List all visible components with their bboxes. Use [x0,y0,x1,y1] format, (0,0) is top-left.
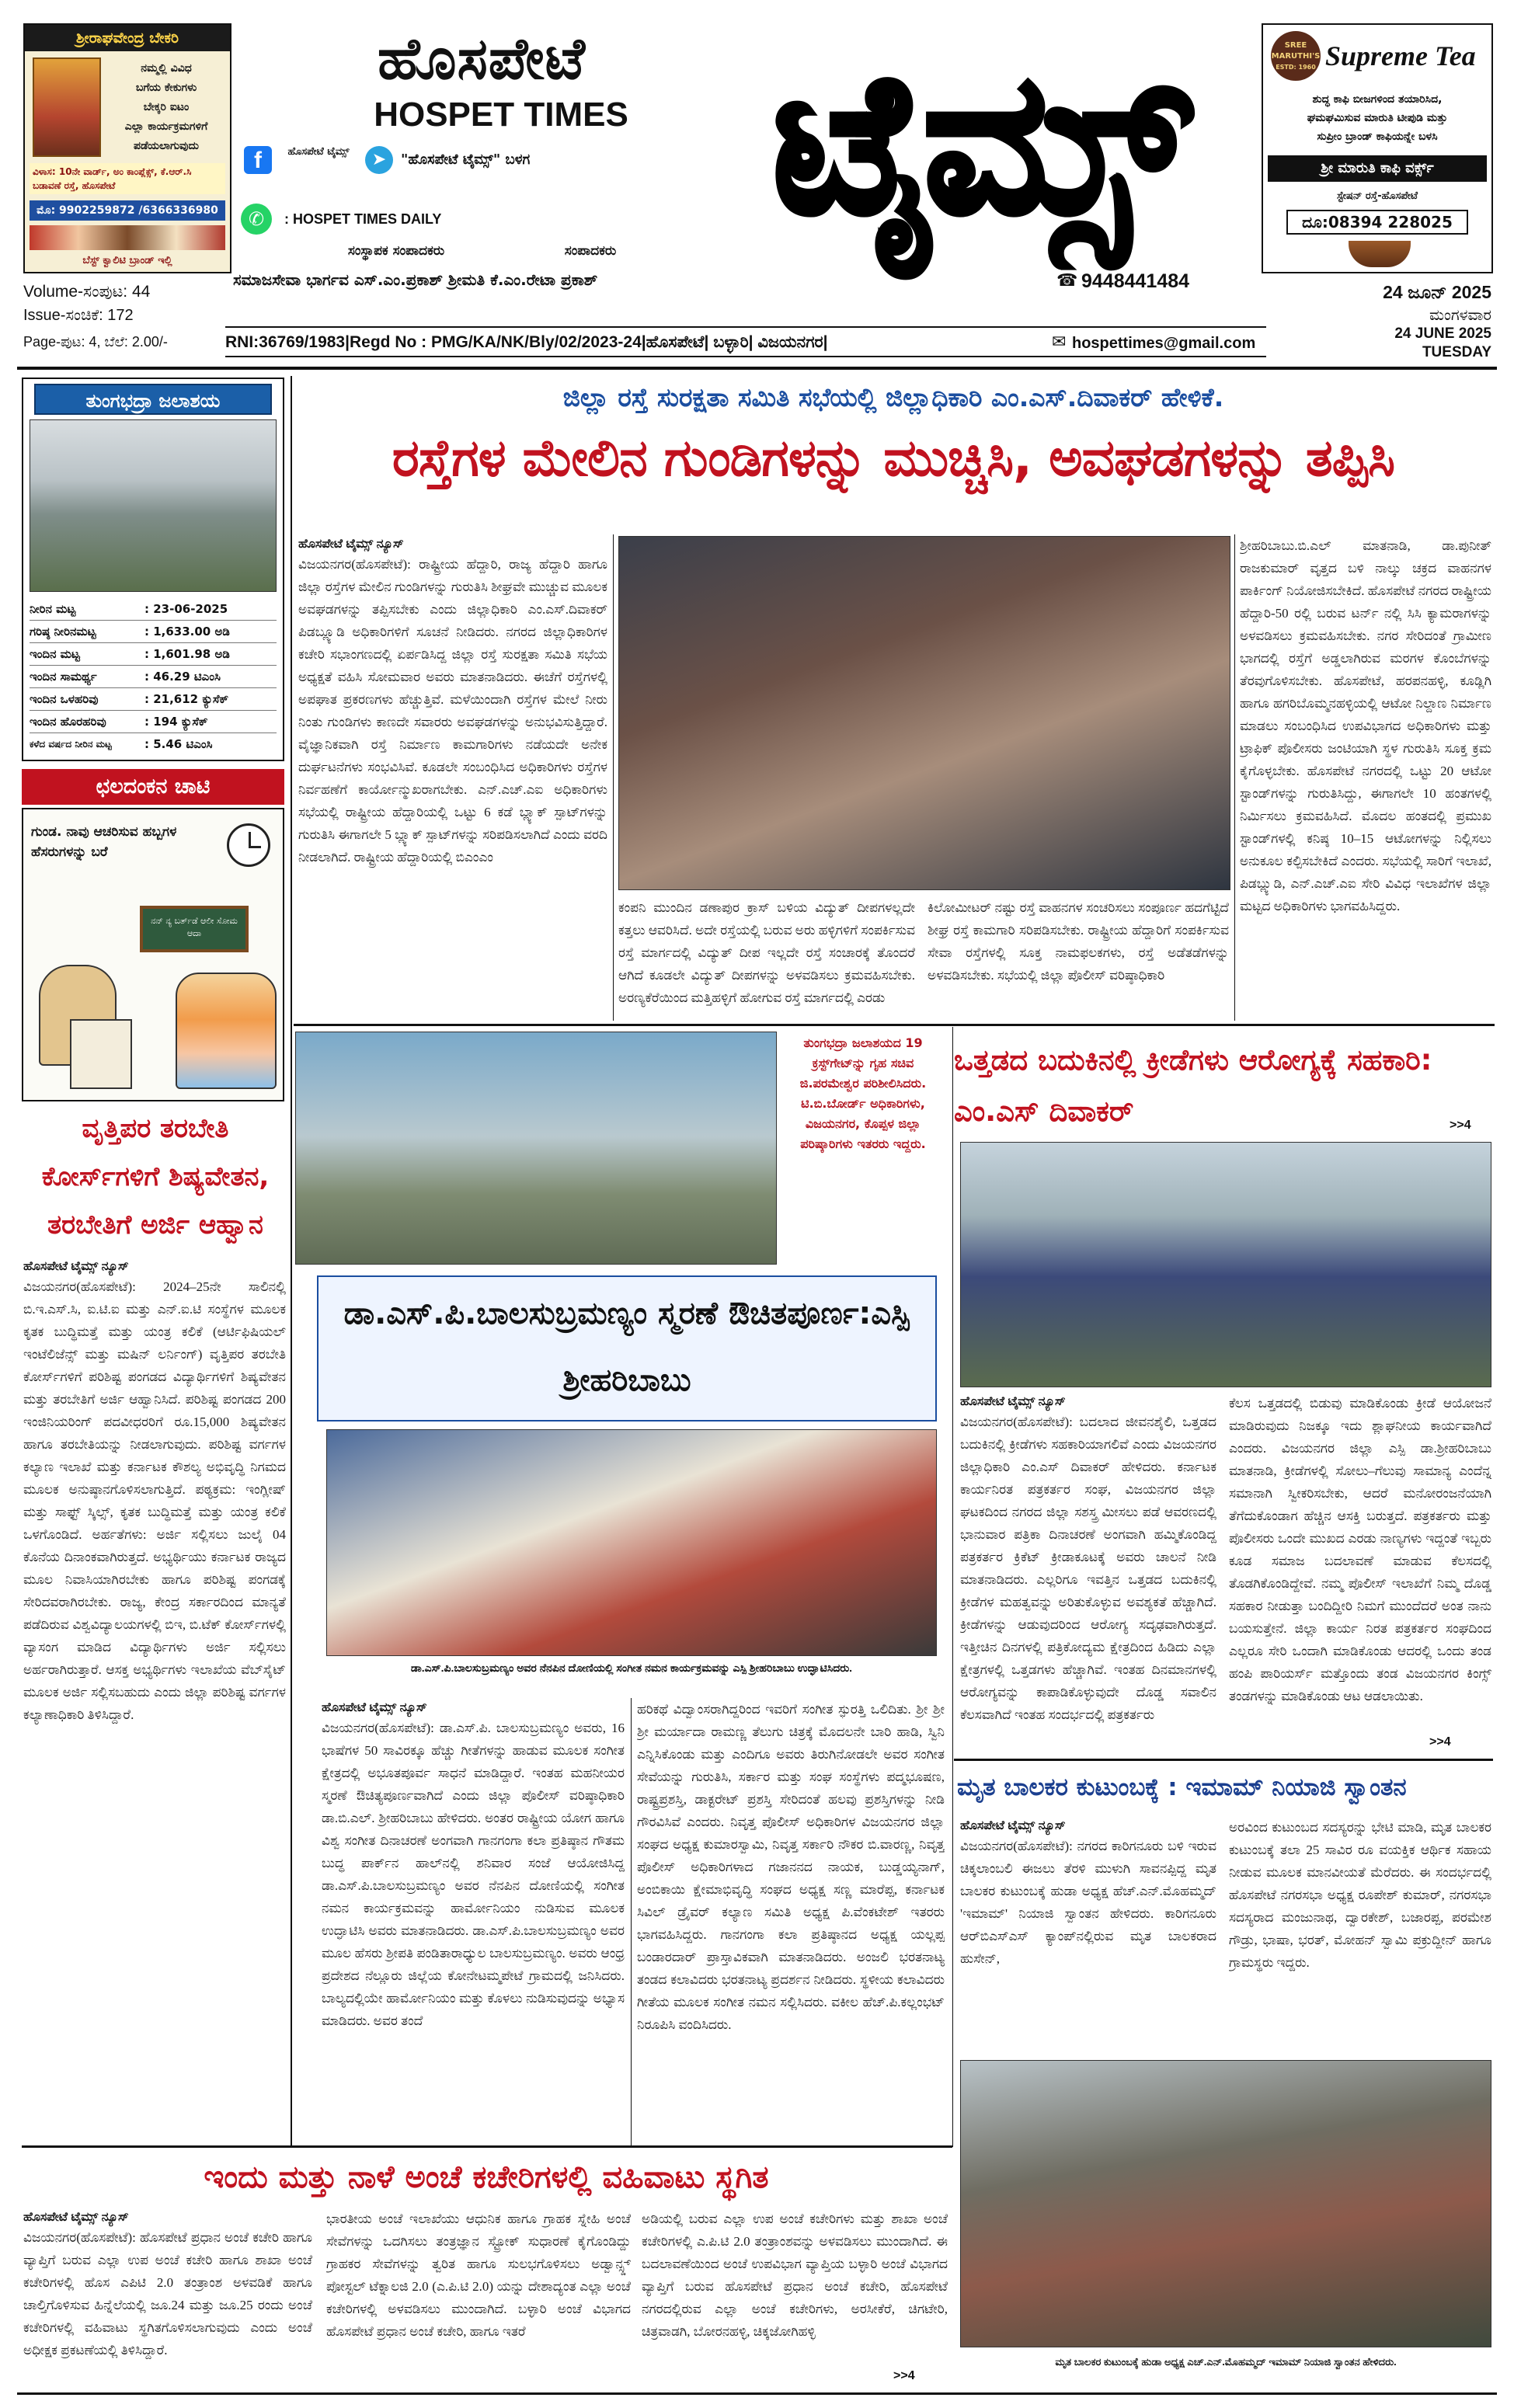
tea-ad-lines [1268,90,1487,146]
post-byline: ಹೊಸಪೇಟೆ ಟೈಮ್ಸ್ ನ್ಯೂಸ್ [23,2211,129,2224]
masthead-title-big: ಟೈಮ್ಸ್ [772,30,1185,256]
founder-label: ಸಂಸ್ಥಾಪಕ ಸಂಪಾದಕರು [347,243,445,259]
cartoon-box [22,808,284,1101]
dam-row: ಇಂದಿನ ಹೊರಹರಿವು : 194 ಕ್ಯುಸೆಕ್ [30,711,277,733]
dam-row: ಇಂದಿನ ಸಾಮರ್ಥ್ಯ : 46.29 ಟಿಎಂಸಿ [30,666,277,688]
spb-col1: ವಿಜಯನಗರ(ಹೊಸಪೇಟೆ): ಡಾ.ಎಸ್.ಪಿ. ಬಾಲಸುಬ್ರಮಣ್ಯಂ ಅವರು, 16 ಭಾಷೆಗಳ 50 ಸಾವಿರಕ್ಕೂ ಹೆಚ್ಚು ಗೀತೆಗಳನ್ನು ಹಾಡುವ ಮೂಲಕ ಸಂಗೀತ ಕ್ಷೇತ್ರದಲ್ಲಿ ಅಭೂತಪೂರ್ವ ಸಾಧನೆ ಮಾಡಿದ್ದಾರೆ. ಇಂತಹ ಮಹನೀಯರ ಸ್ಮರಣೆ ಔಚಿತ್ಯಪೂರ್ಣವಾಗಿದೆ ಎಂದು ಜಿಲ್ಲಾ ಪೊಲೀಸ್ ವರಿಷ್ಠಾಧಿಕಾರಿ ಡಾ.ಬಿ.ಎಲ್. ಶ್ರೀಹರಿಬಾಬು ಹೇಳಿದರು. ಅಂತರ ರಾಷ್ಟ್ರೀಯ ಯೋಗ ಹಾಗೂ ವಿಶ್ವ ಸಂಗೀತ ದಿನಾಚರಣೆ ಅಂಗವಾಗಿ ಗಾನಗಂಗಾ ಕಲಾ ಪ್ರತಿಷ್ಠಾನ ಗೌತಮ ಬುದ್ಧ ಪಾರ್ಕ್‌ನ ಹಾಲ್‌ನಲ್ಲಿ ಶನಿವಾರ ಸಂಜೆ ಆಯೋಜಿಸಿದ್ದ ಡಾ.ಎಸ್.ಪಿ.ಬಾಲಸುಬ್ರಮಣ್ಯಂ ಅವರ ನೆನಪಿನ ದೋಣಿಯಲ್ಲಿ ಸಂಗೀತ ನಮನ ಕಾರ್ಯಕ್ರಮವನ್ನು ಹಾರ್ಮೋನಿಯಂ ನುಡಿಸುವ ಮೂಲಕ ಉದ್ಘಾಟಿಸಿ ಅವರು ಮಾತನಾಡಿದರು. ಡಾ.ಎಸ್.ಪಿ.ಬಾಲಸುಬ್ರಮಣ್ಯಂ ಅವರ ಮೂಲ ಹೆಸರು ಶ್ರೀಪತಿ ಪಂಡಿತಾರಾಧ್ಯುಲ ಬಾಲಸುಬ್ರಮಣ್ಯಂ. ಅವರು ಆಂಧ್ರ ಪ್ರದೇಶದ ನೆಲ್ಲೂರು ಜಿಲ್ಲೆಯ ಕೋನೇಟಮ್ಮಪೇಟೆ ಗ್ರಾಮದಲ್ಲಿ ಜನಿಸಿದರು. ಬಾಲ್ಯದಲ್ಲಿಯೇ ಹಾರ್ಮೋನಿಯಂ ಮತ್ತು ಕೊಳಲು ನುಡಿಸುವುದನ್ನು ಅಭ್ಯಾಸ ಮಾಡಿದರು. ಅವರ ತಂದೆ [322,1721,625,2028]
spb-col2: ಹರಿಕಥೆ ವಿದ್ವಾಂಸರಾಗಿದ್ದರಿಂದ ಇವರಿಗೆ ಸಂಗೀತ ಸ್ಫುರತ್ತಿ ಒಲಿದಿತು. ಶ್ರೀ ಶ್ರೀ ಶ್ರೀ ಮರ್ಯಾದಾ ರಾಮಣ್ಣ ತೆಲುಗು ಚಿತ್ರಕ್ಕೆ ಮೊದಲನೇ ಬಾರಿ ಹಾಡಿ, ಸ್ವಿನಿ ಎನ್ನಿಸಿಕೊಂಡು ಮತ್ತು ಎಂದಿಗೂ ಅವರು ತಿರುಗಿನೋಡಲೇ ಅವರ ಸಂಗೀತ ಸೇವೆಯನ್ನು ಗುರುತಿಸಿ, ಸರ್ಕಾರ ಮತ್ತು ಸಂಘ ಸಂಸ್ಥೆಗಳು ಪದ್ಮಭೂಷಣ, ರಾಷ್ಟ್ರಪ್ರಶಸ್ತಿ, ಡಾಕ್ಟರೇಟ್ ಪ್ರಶಸ್ತಿ ಸೇರಿದಂತೆ ಹಲವು ಪ್ರಶಸ್ತಿಗಳನ್ನು ನೀಡಿ ಗೌರವಿಸಿವೆ ಎಂದರು. ನಿವೃತ್ತ ಪೊಲೀಸ್ ಅಧಿಕಾರಿಗಳ ವಿಜಯನಗರ ಜಿಲ್ಲಾ ಸಂಘದ ಅಧ್ಯಕ್ಷ ಕುಮಾರಸ್ವಾಮಿ, ನಿವೃತ್ತ ಸರ್ಕಾರಿ ನೌಕರ ಬಿ.ವಾರಣ್ಣ, ನಿವೃತ್ತ ಪೊಲೀಸ್ ಅಧಿಕಾರಿಗಳಾದ ಗಜಾನನದ ನಾಯಕ, ಬುಡ್ಡಯ್ಯನಾಗ್, ಅಂಬಿಕಾಯಿ ಕ್ಷೇಮಾಭಿವೃದ್ಧಿ ಸಂಘದ ಅಧ್ಯಕ್ಷ ಸಣ್ಣ ಮಾರೆಪ್ಪ, ಕರ್ನಾಟಕ ಸಿವಿಲ್ ಡ್ರೈವರ್ ಕಲ್ಯಾಣ ಸಮಿತಿ ಅಧ್ಯಕ್ಷ ಪಿ.ವೆಂಕಟೇಶ್ ಇತರರು ಭಾಗವಹಿಸಿದ್ದರು. ಗಾನಗಂಗಾ ಕಲಾ ಪ್ರತಿಷ್ಠಾನದ ಅಧ್ಯಕ್ಷ ಯಲ್ಲಪ್ಪ ಬಂಡಾರದಾರ್ ಪ್ರಾಸ್ತಾವಿಕವಾಗಿ ಮಾತನಾಡಿದರು. ಅಂಜಲಿ ಭರತನಾಟ್ಯ ತಂಡದ ಕಲಾವಿದರು ಭರತನಾಟ್ಯ ಪ್ರದರ್ಶನ ನೀಡಿದರು. ಸ್ಥಳೀಯ ಕಲಾವಿದರು ಗೀತೆಯ ಮೂಲಕ ಸಂಗೀತ ನಮನ ಸಲ್ಲಿಸಿದರು. ವಕೀಲ ಹೆಚ್.ಪಿ.ಕಲ್ಲಂಭಟ್ ನಿರೂಪಿಸಿ ವಂದಿಸಿದರು. [637,1702,945,2032]
imam-col1: ವಿಜಯನಗರ(ಹೊಸಪೇಟೆ): ನಗರದ ಕಾರಿಗನೂರು ಬಳಿ ಇರುವ ಚಿಕ್ಕಲಾಂಬಲಿ ಈಜಲು ತೆರಳಿ ಮುಳುಗಿ ಸಾವನಪ್ಪಿದ್ದ ಮೃತ ಬಾಲಕರ ಕುಟುಂಬಕ್ಕೆ ಹುಡಾ ಅಧ್ಯಕ್ಷ ಹೆಚ್.ಎನ್.ಮೊಹಮ್ಮದ್ 'ಇಮಾಮ್' ನಿಯಾಜಿ ಸ್ವಾಂತನ ಹೇಳಿದರು. ಕಾರಿಗನೂರು ಆರ್‌ಬಿಎಸ್‌ಎಸ್ ಕ್ಯಾಂಪ್‌ನಲ್ಲಿರುವ ಮೃತ ಬಾಲಕರಾದ ಹುಸೇನ್, [960,1839,1216,1966]
dam-title: ತುಂಗಭದ್ರಾ ಜಲಾಶಯ [34,384,272,415]
people-line: ಸಮಾಜಸೇವಾ ಭಾರ್ಗವ ಎಸ್.ಎಂ.ಪ್ರಕಾಶ್ ಶ್ರೀಮತಿ ಕೆ.ಎಂ.ರೇಟಾ ಪ್ರಕಾಶ್ [233,270,598,289]
sports-col1: ವಿಜಯನಗರ(ಹೊಸಪೇಟೆ): ಬದಲಾದ ಜೀವನಶೈಲಿ, ಒತ್ತಡದ ಬದುಕಿನಲ್ಲಿ ಕ್ರೀಡೆಗಳು ಸಹಕಾರಿಯಾಗಲಿವೆ ಎಂದು ವಿಜಯನಗರ ಜಿಲ್ಲಾಧಿಕಾರಿ ಎಂ.ಎಸ್ ದಿವಾಕರ್ ಹೇಳಿದರು. ಕರ್ನಾಟಕ ಕಾರ್ಯನಿರತ ಪತ್ರಕರ್ತರ ಸಂಘ, ವಿಜಯನಗರ ಜಿಲ್ಲಾ ಘಟಕದಿಂದ ನಗರದ ಜಿಲ್ಲಾ ಸಶಸ್ತ್ರ ಮೀಸಲು ಪಡೆ ಆವರಣದಲ್ಲಿ ಭಾನುವಾರ ಪತ್ರಿಕಾ ದಿನಾಚರಣೆ ಅಂಗವಾಗಿ ಹಮ್ಮಿಕೊಂಡಿದ್ದ ಪತ್ರಕರ್ತರ ಕ್ರಿಕೆಟ್ ಕ್ರೀಡಾಕೂಟಕ್ಕೆ ಅವರು ಚಾಲನೆ ನೀಡಿ ಮಾತನಾಡಿದರು. ಎಲ್ಲರಿಗೂ ಇವತ್ತಿನ ಒತ್ತಡದ ಬದುಕಿನಲ್ಲಿ ಕ್ರೀಡೆಗಳ ಮಹತ್ವವನ್ನು ಅರಿತುಕೊಳ್ಳುವ ಅವಶ್ಯಕತೆ ಹೆಚ್ಚಾಗಿದೆ. ಕ್ರೀಡೆಗಳನ್ನು ಆಡುವುದರಿಂದ ಆರೋಗ್ಯ ಸದೃಢವಾಗಿರುತ್ತದೆ. ಇತ್ತೀಚಿನ ದಿನಗಳಲ್ಲಿ ಪತ್ರಿಕೋದ್ಯಮ ಕ್ಷೇತ್ರದಿಂದ ಹಿಡಿದು ಎಲ್ಲಾ ಕ್ಷೇತ್ರಗಳಲ್ಲಿ ಒತ್ತಡಗಳು ಹೆಚ್ಚಾಗಿವೆ. ಇಂತಹ ದಿನಮಾನಗಳಲ್ಲಿ ಆರೋಗ್ಯವನ್ನು ಕಾಪಾಡಿಕೊಳ್ಳುವುದೇ ದೊಡ್ಡ ಸವಾಲಿನ ಕೆಲಸವಾಗಿದೆ ಇಂತಹ ಸಂದರ್ಭದಲ್ಲಿ ಪತ್ರಕರ್ತರು [960,1415,1216,1722]
tea-ad-address: ಸ್ಟೇಷನ್ ರಸ್ತೆ-ಹೊಸಪೇಟೆ [1336,190,1418,202]
tea-ad-logo [1271,31,1321,81]
post-col1: ವಿಜಯನಗರ(ಹೊಸಪೇಟೆ): ಹೊಸಪೇಟೆ ಪ್ರಧಾನ ಅಂಚೆ ಕಚೇರಿ ಹಾಗೂ ವ್ಯಾಪ್ತಿಗೆ ಬರುವ ಎಲ್ಲಾ ಉಪ ಅಂಚೆ ಕಚೇರಿ ಹಾಗೂ ಶಾಖಾ ಅಂಚೆ ಕಚೇರಿಗಳಲ್ಲಿ ಹೊಸ ಎಪಿಟಿ 2.0 ತಂತ್ರಾಂಶ ಅಳವಡಿಕೆ ಹಾಗೂ ಚಾಲ್ತಿಗೊಳಿಸುವ ಹಿನ್ನೆಲೆಯಲ್ಲಿ ಜೂ.24 ಮತ್ತು ಜೂ.25 ರಂದು ಅಂಚೆ ಕಚೇರಿಗಳಲ್ಲಿ ವಹಿವಾಟು ಸ್ಥಗಿತಗೊಳಿಸಲಾಗುವುದು ಎಂದು ಅಂಚೆ ಅಧೀಕ್ಷಕ ಪ್ರಕಟಣೆಯಲ್ಲಿ ತಿಳಿಸಿದ್ದಾರೆ. [23,2230,312,2358]
lead-divider-1 [613,534,614,1021]
issue: Issue-ಸಂಚಿಕೆ: 172 [23,307,134,324]
cartoon-blackboard [140,906,249,952]
sports-more[interactable]: >>4 [1450,1119,1471,1132]
volume: Volume-ಸಂಪುಟ: 44 [23,283,151,301]
pages: Page-ಪುಟ: 4, ಬೆಲೆ: 2.00/- [23,334,168,350]
bakery-ad-title: ಶ್ರೀರಾಘವೇಂದ್ರ ಬೇಕರಿ [25,25,230,51]
masthead-title-english: HOSPET TIMES [374,96,628,134]
facebook-icon[interactable]: f [244,146,272,174]
bakery-ad [23,23,231,273]
bakery-ad-line: ಬಗೆಯ ಕೇಕುಗಳು [135,82,197,94]
lead-kicker: ಜಿಲ್ಲಾ ರಸ್ತೆ ಸುರಕ್ಷತಾ ಸಮಿತಿ ಸಭೆಯಲ್ಲಿ ಜಿಲ್ಲಾಧಿಕಾರಿ ಎಂ.ಎಸ್.ದಿವಾಕರ್ ಹೇಳಿಕೆ. [562,382,1224,412]
post-col3: ಅಡಿಯಲ್ಲಿ ಬರುವ ಎಲ್ಲಾ ಉಪ ಅಂಚೆ ಕಚೇರಿಗಳು ಮತ್ತು ಶಾಖಾ ಅಂಚೆ ಕಚೇರಿಗಳಲ್ಲಿ ಎ.ಪಿ.ಟಿ 2.0 ತಂತ್ರಾಂಶವನ್ನು ಅಳವಡಿಸಲು ಮುಂದಾಗಿದೆ. ಈ ಬದಲಾವಣೆಯಿಂದ ಅಂಚೆ ಉಪವಿಭಾಗ ವ್ಯಾಪ್ತಿಯ ಬಳ್ಳಾರಿ ಅಂಚೆ ವಿಭಾಗದ ವ್ಯಾಪ್ತಿಗೆ ಬರುವ ಹೊಸಪೇಟೆ ಪ್ರಧಾನ ಅಂಚೆ ಕಚೇರಿ, ಹೊಸಪೇಟೆ ನಗರದಲ್ಲಿರುವ ಎಲ್ಲಾ ಅಂಚೆ ಕಚೇರಿಗಳು, ಅರಸೀಕೆರೆ, ಚಿಗಟೇರಿ, ಚಿತ್ರವಾಡಗಿ, ಬೋರನಹಳ್ಳಿ, ಚಿಕ್ಕಜೋಗಿಹಳ್ಳಿ [642,2211,948,2339]
imam-byline: ಹೊಸಪೇಟೆ ಟೈಮ್ಸ್ ನ್ಯೂಸ್ [960,1819,1066,1832]
cartoon-children [176,973,277,1089]
day-kannada: ಮಂಗಳವಾರ [1429,305,1491,324]
tea-ad-line: ಸುಪ್ರೀಂ ಬ್ರಾಂಡ್ ಕಾಫಿಯನ್ನೇ ಬಳಸಿ [1317,130,1438,143]
sports-photo [960,1142,1491,1387]
imam-col2: ಅರವಿಂದ ಕುಟುಂಬದ ಸದಸ್ಯರನ್ನು ಭೇಟಿ ಮಾಡಿ, ಮೃತ ಬಾಲಕರ ಕುಟುಂಬಕ್ಕೆ ತಲಾ 25 ಸಾವಿರ ರೂ ವಯಕ್ತಿಕ ಆರ್ಥಿಕ ಸಹಾಯ ನೀಡುವ ಮೂಲಕ ಮಾನವೀಯತೆ ಮೆರೆದರು. ಈ ಸಂದರ್ಭದಲ್ಲಿ ಹೊಸಪೇಟೆ ನಗರಸಭಾ ಅಧ್ಯಕ್ಷ ರೂಪೇಶ್ ಕುಮಾರ್, ನಗರಸಭಾ ಸದಸ್ಯರಾದ ಮಂಜುನಾಥ, ದ್ವಾರಕೇಶ್, ಬಜಾರಪ್ಪ, ಪರಮೇಶ ಗೌಡ್ರು, ಭಾಷಾ, ಭರತ್, ಮೋಹನ್ ಸ್ವಾಮಿ ಪಕ್ರುದ್ದೀನ್ ಹಾಗೂ ಗ್ರಾಮಸ್ಥರು ಇದ್ದರು. [1229,1820,1491,1970]
date-english: 24 JUNE 2025 [1394,325,1491,342]
day-english: TUESDAY [1422,344,1491,360]
dam-visit-photo [295,1032,777,1265]
imam-top-divider [954,1759,1493,1761]
bakery-ad-deity-image [33,57,101,157]
lead-col3: ಕಿಲೋಮೀಟರ್ ನಷ್ಟು ರಸ್ತೆ ವಾಹನಗಳ ಸಂಚರಿಸಲು ಸಂಪೂರ್ಣ ಹದಗೆಟ್ಟಿದೆ ಶೀಘ್ರ ರಸ್ತೆ ಕಾಮಗಾರಿ ಸರಿಪಡಿಸಬೇಕು. ರಾಷ್ಟ್ರೀಯ ಹೆದ್ದಾರಿಗೆ ಸಂಪರ್ಕಿಸುವ ಸೇವಾ ರಸ್ತೆಗಳಲ್ಲಿ ಸೂಕ್ತ ನಾಮಫಲಕಗಳು, ರಸ್ತೆ ಅಡೆತಡೆಗಳನ್ನು ಅಳವಡಿಸಬೇಕು. ಸಭೆಯಲ್ಲಿ ಜಿಲ್ಲಾ ಪೊಲೀಸ್ ವರಿಷ್ಠಾಧಿಕಾರಿ [928,900,1229,983]
tea-ad-shop: ಶ್ರೀ ಮಾರುತಿ ಕಾಫಿ ವರ್ಕ್ಸ್ [1268,155,1487,182]
imam-headline: ಮೃತ ಬಾಲಕರ ಕುಟುಂಬಕ್ಕೆ : ಇಮಾಮ್ ನಿಯಾಜಿ ಸ್ವಾಂತನ [957,1773,1407,1801]
dam-row: ನೀರಿನ ಮಟ್ಟ : 23-06-2025 [30,598,277,621]
bakery-ad-cake-image [30,225,225,250]
tea-ad-brand: Supreme Tea [1325,40,1476,71]
spb-caption: ಡಾ.ಎಸ್.ಪಿ.ಬಾಲಸುಬ್ರಮಣ್ಯಂ ಅವರ ನೆನಪಿನ ದೋಣಿಯಲ್ಲಿ ಸಂಗೀತ ನಮನ ಕಾರ್ಯಕ್ರಮವನ್ನು ಎಸ್ಪಿ ಶ್ರೀಹರಿಬಾಬು ಉದ್ಘಾಟಿಸಿದರು. [410,1662,853,1674]
telegram-label: "ಹೊಸಪೇಟೆ ಟೈಮ್ಸ್" ಬಳಗ [401,151,531,168]
email[interactable]: hospettimes@gmail.com [1072,335,1256,352]
dam-row: ಗರಿಷ್ಠ ನೀರಿನಮಟ್ಟ : 1,633.00 ಅಡಿ [30,621,277,643]
sports-col2: ಕೆಲಸ ಒತ್ತಡದಲ್ಲಿ ಬಿಡುವು ಮಾಡಿಕೊಂಡು ಕ್ರೀಡೆ ಆಯೋಜನೆ ಮಾಡಿರುವುದು ನಿಜಕ್ಕೂ ಇದು ಶ್ಲಾಘನೀಯ ಕಾರ್ಯವಾಗಿದೆ ಎಂದರು. ವಿಜಯನಗರ ಜಿಲ್ಲಾ ಎಸ್ಪಿ ಡಾ.ಶ್ರೀಹರಿಬಾಬು ಮಾತನಾಡಿ, ಕ್ರೀಡೆಗಳಲ್ಲಿ ಸೋಲು–ಗೆಲುವು ಸಾಮಾನ್ಯ ಎಂದೆನ್ನ ಸಮಾನಾಗಿ ಸ್ವೀಕರಿಸಬೇಕು, ಆದರೆ ಮನೋರಂಜನೆಯಾಗಿ ತೆಗೆದುಕೊಂಡಾಗ ಹೆಚ್ಚಿನ ಆಸಕ್ತಿ ಬರುತ್ತದೆ. ಪತ್ರಕರ್ತರು ಮತ್ತು ಪೊಲೀಸರು ಒಂದೇ ಮುಖದ ಎರಡು ನಾಣ್ಯಗಳು ಇದ್ದಂತೆ ಇಬ್ಬರು ಕೂಡ ಸಮಾಜ ಬದಲಾವಣೆ ಮಾಡುವ ಕೆಲಸದಲ್ಲಿ ತೊಡಗಿಕೊಂಡಿದ್ದೇವೆ. ನಮ್ಮ ಪೊಲೀಸ್ ಇಲಾಖೆಗೆ ನಿಮ್ಮ ದೊಡ್ಡ ಸಹಕಾರ ನೀಡುತ್ತಾ ಬಂದಿದ್ದೀರಿ ನಿಮಗೆ ಮುಂದೆದರೆ ಅಂತ ನಾನು ಬಯಸುತ್ತೇನೆ. ಜಿಲ್ಲಾ ಕಾರ್ಯ ನಿರತ ಪತ್ರಕರ್ತರ ಸಂಘದಿಂದ ಎಲ್ಲರೂ ಸೇರಿ ಒಂದಾಗಿ ಮಾಡಿಕೊಂಡು ಆದರಲ್ಲಿ ಒಂದು ತಂಡ ಹಂಪಿ ಪಾರಿಯರ್ಸ್ ಮತ್ತೊಂದು ತಂಡ ವಿಜಯನಗರ ಕಿಂಗ್ಸ್ ತಂಡಗಳನ್ನು ಮಾಡಿಕೊಂಡು ಆಟ ಆಡಲಾಯಿತು. [1229,1396,1491,1703]
registration: RNI:36769/1983|Regd No : PMG/KA/NK/Bly/02/2023-24|ಹೊಸಪೇಟೆ| ಬಳ್ಳಾರಿ| ವಿಜಯನಗರ| [225,333,828,351]
sports-byline: ಹೊಸಪೇಟೆ ಟೈಮ್ಸ್ ನ್ಯೂಸ್ [960,1395,1066,1408]
bakery-ad-address: ವಿಳಾಸ: 10ನೇ ವಾರ್ಡ್, ಅಂ ಕಾಂಪ್ಲೆಕ್ಸ್, ಕೆ.ಆರ್.ಸಿ ಬಡಾವಣೆ ರಸ್ತೆ, ಹೊಸಪೇಟೆ [30,163,225,194]
editor-label: ಸಂಪಾದಕರು [564,243,617,259]
masthead-title-kannada: ಹೊಸಪೇಟೆ [378,26,586,92]
clock-icon [227,823,270,867]
lead-col2: ಕಂಪನಿ ಮುಂದಿನ ಡಣಾಪುರ ಕ್ರಾಸ್ ಬಳಿಯ ವಿದ್ಯುತ್ ದೀಪಗಳಲ್ಲದೇ ಕತ್ತಲು ಆವರಿಸಿದೆ. ಅದೇ ರಸ್ತೆಯಲ್ಲಿ ಬರುವ ಅರು ಹಳ್ಳಿಗಳಿಗೆ ಸಂಪರ್ಕಿಸುವ ರಸ್ತೆ ಮಾರ್ಗದಲ್ಲಿ ವಿದ್ಯುತ್ ದೀಪ ಇಲ್ಲದೇ ರಸ್ತೆ ಸಂಚಾರಕ್ಕೆ ತೊಂದರೆ ಆಗಿದೆ ಕೂಡಲೇ ವಿದ್ಯುತ್ ದೀಪಗಳನ್ನು ಅಳವಡಿಸಲು ಕ್ರಮವಹಿಸಬೇಕು. ಅರಣ್ಯಕೆರೆಯಿಂದ ಮತ್ತಿಹಳ್ಳಿಗೆ ಹೋಗುವ ರಸ್ತೆ ಮಾರ್ಗದಲ್ಲಿ ಎರಡು [618,900,915,1005]
spb-divider [631,1698,632,2145]
spb-byline: ಹೊಸಪೇಟೆ ಟೈಮ್ಸ್ ನ್ಯೂಸ್ [322,1701,427,1714]
lead-col4: ಶ್ರೀಹರಿಬಾಬು.ಬಿ.ಎಲ್ ಮಾತನಾಡಿ, ಡಾ.ಪುನೀತ್ ರಾಜಕುಮಾರ್ ವೃತ್ತದ ಬಳಿ ನಾಲ್ಕು ಚಕ್ರದ ವಾಹನಗಳ ಪಾರ್ಕಿಂಗ್ ನಿಯೋಜಿಸಬೇಕಿದೆ. ಹೊಸಪೇಟೆ ನಗರದ ರಾಷ್ಟ್ರೀಯ ಹೆದ್ದಾರಿ-50 ರಲ್ಲಿ ಬರುವ ಟರ್ನ್ ನಲ್ಲಿ ಸಿಸಿ ಕ್ಯಾಮರಾಗಳನ್ನು ಅಳವಡಿಸಲು ಕ್ರಮವಹಿಸಬೇಕು. ನಗರ ಸೇರಿದಂತೆ ಗ್ರಾಮೀಣ ಭಾಗದಲ್ಲಿ ರಸ್ತೆಗೆ ಅಡ್ಡಲಾಗಿರುವ ಮರಗಳ ಕೊಂಬೆಗಳನ್ನು ತೆರವುಗೊಳಿಸಬೇಕು. ಹೊಸಪೇಟೆ, ಹರಪನಹಳ್ಳಿ, ಕೂಡ್ಲಿಗಿ ಹಾಗೂ ಹಗರಿಬೊಮ್ಮನಹಳ್ಳಿಯಲ್ಲಿ ಆಟೋ ನಿಲ್ದಾಣ ನಿರ್ಮಾಣ ಮಾಡಲು ಸಂಬಂಧಿಸಿದ ಉಪವಿಭಾಗದ ಅಧಿಕಾರಿಗಳು ಮತ್ತು ಟ್ರಾಫಿಕ್ ಪೊಲೀಸರು ಜಂಟಿಯಾಗಿ ಸ್ಥಳ ಗುರುತಿಸಿ ಸೂಕ್ತ ಕ್ರಮ ಕೈಗೊಳ್ಳಬೇಕು. ಹೊಸಪೇಟೆ ನಗರದಲ್ಲಿ ಒಟ್ಟು 20 ಆಟೋ ಸ್ಟಾಂಡ್‌ಗಳನ್ನು ಗುರುತಿಸಿದ್ದು, ಈಗಾಗಲೇ 10 ಹಂತಗಳಲ್ಲಿ ನಿರ್ಮಿಸಲು ಕ್ರಮವಹಿಸಿದೆ. ಮೊದಲ ಹಂತದಲ್ಲಿ ಪ್ರಮುಖ ಸ್ಟಾಂಡ್‌ಗಳಲ್ಲಿ ಕನಿಷ್ಠ 10–15 ಆಟೋಗಳನ್ನು ನಿಲ್ಲಿಸಲು ಅನುಕೂಲ ಕಲ್ಪಿಸಬೇಕಿದೆ ಎಂದರು. ಸಭೆಯಲ್ಲಿ ಸಾರಿಗೆ ಇಲಾಖೆ, ಪಿಡಬ್ಲ್ಯುಡಿ, ಎನ್.ಎಚ್.ಎಐ ಸೇರಿ ವಿವಿಧ ಇಲಾಖೆಗಳ ಜಿಲ್ಲಾ ಮಟ್ಟದ ಅಧಿಕಾರಿಗಳು ಭಾಗವಹಿಸಿದ್ದರು. [1240,538,1491,913]
page-bottom-border [17,2392,1497,2395]
whatsapp-row [241,204,598,238]
email-icon: ✉ [1052,332,1067,352]
phone-icon: ☎ [1056,271,1078,291]
bakery-ad-line: ಬೇಕ್ಕರಿ ಐಟಂ [143,101,190,113]
tea-ad-cup-image [1349,241,1411,267]
date-kannada: 24 ಜೂನ್ 2025 [1383,282,1491,302]
tea-ad [1262,23,1493,273]
telegram-icon[interactable]: ➤ [365,146,393,174]
cartoon-board-text: ನನ್ ನ್ಯ ಬರ್ತ್‌ಡೆ ಆಲೀ ಸೋಮ ಆದಾ [151,916,238,938]
social-row [241,141,707,179]
dam-row: ಇಂದಿನ ಒಳಹರಿವು : 21,612 ಕ್ಯುಸೆಕ್ [30,688,277,711]
post-headline: ಇಂದು ಮತ್ತು ನಾಳೆ ಅಂಚೆ ಕಚೇರಿಗಳಲ್ಲಿ ವಹಿವಾಟು ಸ್ಥಗಿತ [204,2159,769,2195]
bakery-ad-line: ನಮ್ಮಲ್ಲಿ ವಿವಿಧ [141,62,192,75]
lead-headline: ರಸ್ತೆಗಳ ಮೇಲಿನ ಗುಂಡಿಗಳನ್ನು ಮುಚ್ಚಿಸಿ, ಅವಘಡಗಳನ್ನು ತಪ್ಪಿಸಿ [392,428,1395,488]
training-body: ವಿಜಯನಗರ(ಹೊಸಪೇಟೆ): 2024–25ನೇ ಸಾಲಿನಲ್ಲಿ ಬಿ.ಇ.ಎಸ್.ಸಿ, ಐ.ಟಿ.ಐ ಮತ್ತು ಎನ್.ಐ.ಟಿ ಸಂಸ್ಥೆಗಳ ಮೂಲಕ ಕೃತಕ ಬುದ್ಧಿಮತ್ತೆ ಮತ್ತು ಯಂತ್ರ ಕಲಿಕೆ (ಆರ್ಟಿಫಿಷಿಯಲ್ ಇಂಟೆಲಿಜೆನ್ಸ್ ಮತ್ತು ಮಷಿನ್ ಲರ್ನಿಂಗ್) ವೃತ್ತಿಪರ ತರಬೇತಿ ಕೋರ್ಸ್‌ಗಳಿಗೆ ಪರಿಶಿಷ್ಟ ಪಂಗಡದ ವಿದ್ಯಾರ್ಥಿಗಳಿಗೆ ಶಿಷ್ಯವೇತನ ಮತ್ತು ತರಬೇತಿಗೆ ಅರ್ಜಿ ಆಹ್ವಾನಿಸಿದೆ. ಪರಿಶಿಷ್ಟ ಪಂಗಡದ 200 ಇಂಜಿನಿಯರಿಂಗ್ ಪದವೀಧರರಿಗೆ ರೂ.15,000 ಶಿಷ್ಯವೇತನ ಹಾಗೂ ತರಬೇತಿಯನ್ನು ನೀಡಲಾಗುವುದು. ಪರಿಶಿಷ್ಟ ವರ್ಗಗಳ ಕಲ್ಯಾಣ ಇಲಾಖೆ ಮತ್ತು ಕರ್ನಾಟಕ ಕೌಶಲ್ಯ ಅಭಿವೃದ್ಧಿ ನಿಗಮದ ಮೂಲಕ ಅನುಷ್ಠಾನಗೊಳಿಸಲಾಗುತ್ತಿದೆ. ಪಠ್ಯಕ್ರಮ: ಇಂಗ್ಲೀಷ್ ಮತ್ತು ಸಾಫ್ಟ್ ಸ್ಕಿಲ್ಸ್, ಕೃತಕ ಬುದ್ಧಿಮತ್ತೆ ಮತ್ತು ಯಂತ್ರ ಕಲಿಕೆ ಒಳಗೊಂಡಿದೆ. ಅರ್ಹತೆಗಳು: ಅರ್ಜಿ ಸಲ್ಲಿಸಲು ಜುಲೈ 04 ಕೊನೆಯ ದಿನಾಂಕವಾಗಿರುತ್ತದೆ. ಅಭ್ಯರ್ಥಿಯು ಕರ್ನಾಟಕ ರಾಜ್ಯದ ಮೂಲ ನಿವಾಸಿಯಾಗಿರಬೇಕು ಹಾಗೂ ಪರಿಶಿಷ್ಟ ಪಂಗಡಕ್ಕೆ ಸೇರಿದವರಾಗಿರಬೇಕು. ರಾಜ್ಯ, ಕೇಂದ್ರ ಸರ್ಕಾರದಿಂದ ಮಾನ್ಯತೆ ಪಡೆದಿರುವ ವಿಶ್ವವಿದ್ಯಾಲಯಗಳಲ್ಲಿ ಬಿಇ, ಬಿ.ಟೆಕ್ ಕೋರ್ಸ್‌ಗಳಲ್ಲಿ ವ್ಯಾಸಂಗ ಮಾಡಿದ ವಿದ್ಯಾರ್ಥಿಗಳು ಅರ್ಜಿ ಸಲ್ಲಿಸಲು ಅರ್ಹರಾಗಿರುತ್ತಾರೆ. ಆಸಕ್ತ ಅಭ್ಯರ್ಥಿಗಳು ಇಲಾಖೆಯ ವೆಬ್‌ಸೈಟ್ ಮೂಲಕ ಅರ್ಜಿ ಸಲ್ಲಿಸಬಹುದು ಎಂದು ಜಿಲ್ಲಾ ಪರಿಶಿಷ್ಟ ವರ್ಗಗಳ ಕಲ್ಯಾಣಾಧಿಕಾರಿ ತಿಳಿಸಿದ್ದಾರೆ. [23,1279,286,1722]
dam-visit-caption: ತುಂಗಭದ್ರಾ ಜಲಾಶಯದ 19 ಕ್ರಸ್ಟ್‌ಗೇಟ್‌ನ್ನು ಗೃಹ ಸಚಿವ ಜಿ.ಪರಮೇಶ್ವರ ಪರಿಶೀಲಿಸಿದರು. ಟಿ.ಬಿ.ಬೋರ್ಡ್ ಅಧಿಕಾರಿಗಳು, ವಿಜಯನಗರ, ಕೊಪ್ಪಳ ಜಿಲ್ಲಾ ಪರಿಷ್ಕಾರಿಗಳು ಇತರರು ಇದ್ದರು. [799,1035,927,1151]
facebook-label: ಹೊಸಪೇಟೆ ಟೈಮ್ಸ್ [287,146,350,158]
bakery-ad-line: ಪಡೆಯಲಾಗುವುದು [134,140,199,152]
sidebar-divider [291,376,292,2145]
dam-row: ಕಳೆದ ವರ್ಷದ ನೀರಿನ ಮಟ್ಟ : 5.46 ಟಿಎಂಸಿ [30,737,213,751]
tea-ad-est: ESTD: 1960 [1276,64,1316,71]
spb-headline-box [317,1275,937,1421]
whatsapp-label: : HOSPET TIMES DAILY [284,211,442,227]
bakery-ad-phone: ಮೊ: 9902259872 /6366336980 [30,200,225,221]
tea-ad-brand-top: SREE MARUTHI'S [1271,41,1321,61]
sports-divider [952,1027,953,2147]
lead-byline: ಹೊಸಪೇಟೆ ಟೈಮ್ಸ್ ನ್ಯೂಸ್ [298,538,404,551]
training-headline: ವೃತ್ತಿಪರ ತರಬೇತಿ ಕೋರ್ಸ್‌ಗಳಿಗೆ ಶಿಷ್ಯವೇತನ, ತರಬೇತಿಗೆ ಅರ್ಜಿ ಆಹ್ವಾನ [41,1113,270,1241]
lead-col1: ವಿಜಯನಗರ(ಹೊಸಪೇಟೆ): ರಾಷ್ಟ್ರೀಯ ಹೆದ್ದಾರಿ, ರಾಜ್ಯ ಹೆದ್ದಾರಿ ಹಾಗೂ ಜಿಲ್ಲಾ ರಸ್ತೆಗಳ ಮೇಲಿನ ಗುಂಡಿಗಳನ್ನು ಗುರುತಿಸಿ ಶೀಘ್ರವೇ ಮುಚ್ಚುವ ಮೂಲಕ ಅವಘಡಗಳನ್ನು ತಪ್ಪಿಸಬೇಕು ಎಂದು ಜಿಲ್ಲಾಧಿಕಾರಿ ಎಂ.ಎಸ್.ದಿವಾಕರ್ ಪಿಡಬ್ಲ್ಯೂಡಿ ಅಧಿಕಾರಿಗಳಿಗೆ ಸೂಚನೆ ನೀಡಿದರು. ನಗರದ ಜಿಲ್ಲಾಧಿಕಾರಿಗಳ ಕಚೇರಿ ಸಭಾಂಗಣದಲ್ಲಿ ಏರ್ಪಡಿಸಿದ್ದ ಜಿಲ್ಲಾ ರಸ್ತೆ ಸುರಕ್ಷತಾ ಸಮಿತಿ ಸಭೆಯ ಅಧ್ಯಕ್ಷತೆ ವಹಿಸಿ ಸೋಮವಾರ ಅವರು ಮಾತನಾಡಿದರು. ಈಚೆಗೆ ರಸ್ತೆಗಳಲ್ಲಿ ಅಪಘಾತ ಪ್ರಕರಣಗಳು ಹೆಚ್ಚುತ್ತಿವೆ. ಮಳೆಯಿಂದಾಗಿ ರಸ್ತೆಗಳ ಮೇಲೆ ನೀರು ನಿಂತು ಗುಂಡಿಗಳು ಕಾಣದೇ ಸವಾರರು ಅವಘಡಗಳನ್ನು ಅನುಭವಿಸುತ್ತಿದ್ದಾರೆ. ವೈಜ್ಞಾನಿಕವಾಗಿ ರಸ್ತೆ ನಿರ್ಮಾಣ ಕಾಮಗಾರಿಗಳು ನಡೆಯದೇ ಅನೇಕ ದುರ್ಘಟನೆಗಳು ಸಂಭವಿಸಿವೆ. ಕೂಡಲೇ ಸಂಬಂಧಿಸಿದ ಅಧಿಕಾರಿಗಳು ರಸ್ತೆಗಳ ನಿರ್ವಹಣೆಗೆ ಕಾರ್ಯೋನ್ಮುಖರಾಗಬೇಕು. ಎನ್.ಎಚ್.ಎಐ ಅಧಿಕಾರಿಗಳು ಸಭೆಯಲ್ಲಿ ರಾಷ್ಟ್ರೀಯ ಹೆದ್ದಾರಿಯಲ್ಲಿ ಒಟ್ಟು 6 ಕಡೆ ಬ್ಲ್ಯಾಕ್ ಸ್ಪಾಟ್‌ಗಳನ್ನು ಗುರುತಿಸಿ ಈಗಾಗಲೇ 5 ಬ್ಲ್ಯಾಕ್ ಸ್ಪಾಟ್‌ಗಳನ್ನು ಸರಿಪಡಿಸಲಾಗಿದೆ ಎಂದು ವರದಿ ನೀಡಲಾಗಿದೆ. ರಾಷ್ಟ್ರೀಯ ಹೆದ್ದಾರಿಯಲ್ಲಿ ಬಿಎಂಎಂ [298,557,607,865]
post-col2: ಭಾರತೀಯ ಅಂಚೆ ಇಲಾಖೆಯು ಆಧುನಿಕ ಹಾಗೂ ಗ್ರಾಹಕ ಸ್ನೇಹಿ ಅಂಚೆ ಸೇವೆಗಳನ್ನು ಒದಗಿಸಲು ತಂತ್ರಜ್ಞಾನ ಸ್ಟ್ರೋಕ್ ಸುಧಾರಣೆ ಕೈಗೊಂಡಿದ್ದು ಗ್ರಾಹಕರ ಸೇವೆಗಳನ್ನು ತ್ವರಿತ ಹಾಗೂ ಸುಲಭಗೊಳಿಸಲು ಅಡ್ವಾನ್ಸ್ಡ್ ಪೋಸ್ಟಲ್ ಟೆಕ್ನಾಲಜಿ 2.0 (ಎ.ಪಿ.ಟಿ 2.0) ಯನ್ನು ದೇಶಾದ್ಯಂತ ಎಲ್ಲಾ ಅಂಚೆ ಕಚೇರಿಗಳಲ್ಲಿ ಅಳವಡಿಸಲು ಮುಂದಾಗಿದೆ. ಬಳ್ಳಾರಿ ಅಂಚೆ ವಿಭಾಗದ ಹೊಸಪೇಟೆ ಪ್ರಧಾನ ಅಂಚೆ ಕಚೇರಿ, ಹಾಗೂ ಇತರೆ [326,2211,631,2339]
cartoon-desk [70,1019,132,1089]
post-top-divider [22,2145,952,2148]
registration-line [225,326,1266,357]
dam-box [22,378,284,761]
cartoon-caption: ಗುಂಡ. ನಾವು ಆಚರಿಸುವ ಹಬ್ಬಗಳ ಹೆಸರುಗಳನ್ನು ಬರೆ [31,824,177,860]
bakery-ad-footer: ಬೆಸ್ಟ್ ಕ್ವಾಲಿಟಿ ಬ್ರಾಂಡ್ ಇಲ್ಲಿ [82,255,172,266]
whatsapp-icon[interactable]: ✆ [241,204,272,235]
sports-headline: ಒತ್ತಡದ ಬದುಕಿನಲ್ಲಿ ಕ್ರೀಡೆಗಳು ಆರೋಗ್ಯಕ್ಕೆ ಸಹಕಾರಿ: ಎಂ.ಎಸ್ ದಿವಾಕರ್ [954,1043,1432,1128]
imam-photo [960,2060,1491,2347]
imam-caption: ಮೃತ ಬಾಲಕರ ಕುಟುಂಬಕ್ಕೆ ಹುಡಾ ಅಧ್ಯಕ್ಷ ಎಚ್.ಎನ್.ಮೊಹಮ್ಮದ್ ಇಮಾಮ್ ನಿಯಾಜಿ ಸ್ವಾಂತನ ಹೇಳಿದರು. [1055,2356,1397,2368]
post-more[interactable]: >>4 [893,2369,915,2382]
cartoon-title: ಛಲದಂಕನ ಚಾಟಿ [22,769,284,805]
tea-ad-line: ಶುದ್ಧ ಕಾಫಿ ಬೀಜಗಳಿಂದ ತಯಾರಿಸಿದ, [1312,93,1443,106]
training-byline: ಹೊಸಪೇಟೆ ಟೈಮ್ಸ್ ನ್ಯೂಸ್ [23,1260,129,1273]
sports-more-2[interactable]: >>4 [1429,1735,1451,1749]
spb-headline: ಡಾ.ಎಸ್.ಪಿ.ಬಾಲಸುಬ್ರಮಣ್ಯಂ ಸ್ಮರಣೆ ಔಚಿತಪೂರ್ಣ:ಎಸ್ಪಿ ಶ್ರೀಹರಿಬಾಬು [343,1296,910,1398]
tea-ad-phone: ದೂ:08394 228025 [1286,210,1468,235]
bakery-ad-line: ಎಲ್ಲಾ ಕಾರ್ಯಕ್ರಮಗಳಿಗೆ [124,120,208,133]
lead-photo [618,536,1230,890]
lead-divider-2 [1234,534,1235,1021]
spb-photo [326,1429,937,1656]
tea-ad-line: ಘಮಘಮಿಸುವ ಮಾರುತಿ ಟೀಪುಡಿ ಮತ್ತು [1307,112,1448,124]
masthead-divider [17,367,1497,370]
dam-row: ಇಂದಿನ ಮಟ್ಟ : 1,601.98 ಅಡಿ [30,643,277,666]
dam-table [30,598,277,755]
phone-number: 9448441484 [1081,270,1190,292]
dam-photo [30,419,277,592]
section-divider [294,1024,1495,1026]
bakery-ad-lines [106,59,227,156]
